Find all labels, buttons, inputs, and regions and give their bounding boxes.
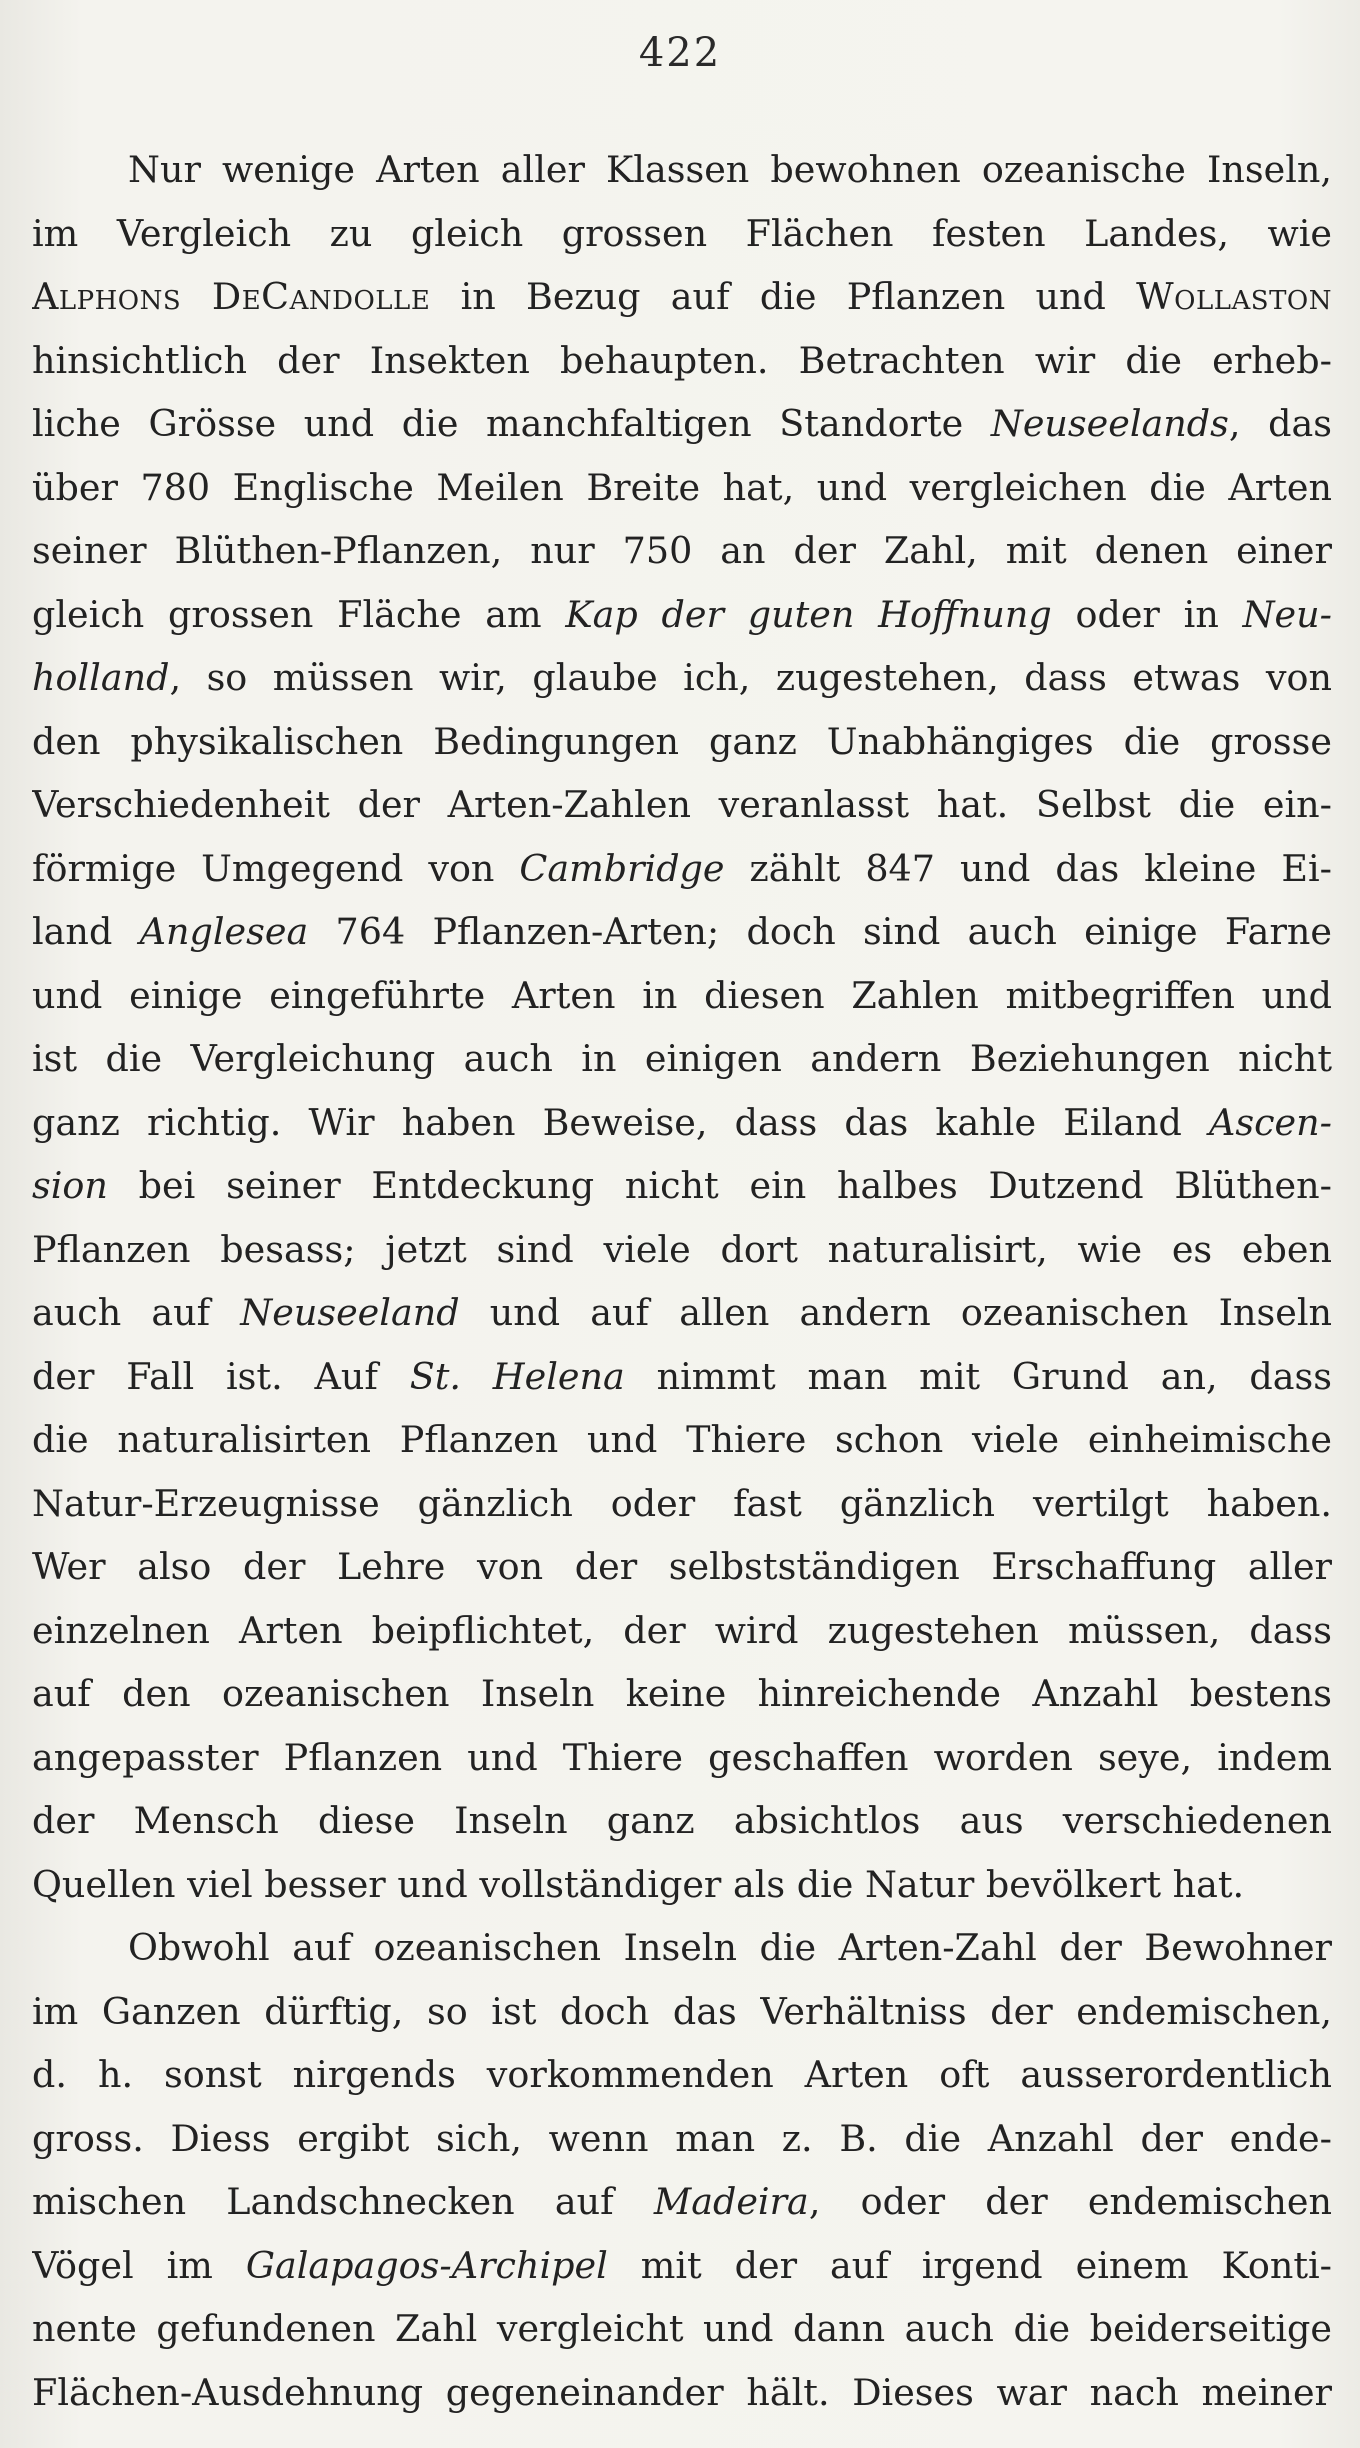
text-line: ist die Vergleichung auch in einigen andern Beziehungen nicht [32, 1037, 1332, 1080]
text-line: liche Grösse und die manchfaltigen Standorte Neuseelands, das [32, 402, 1332, 445]
text-line: Flächen-Ausdehnung gegeneinander hält. Dieses war nach meiner [32, 2370, 1332, 2414]
text-line: hinsichtlich der Insekten behaupten. Betrachten wir die erheb- [32, 338, 1332, 382]
text-line: auf den ozeanischen Inseln keine hinreichende Anzahl bestens [32, 1672, 1332, 1715]
text-line: den physikalischen Bedingungen ganz Unabhängiges die grosse [32, 719, 1332, 763]
text-line: gleich grossen Fläche am Kap der guten Hoffnung oder in Neu- [32, 592, 1332, 636]
text-line: seiner Blüthen-Pflanzen, nur 750 an der Zahl, mit denen einer [32, 529, 1332, 572]
text-line: die naturalisirten Pflanzen und Thiere schon viele einheimische [32, 1418, 1332, 1461]
text-line: im Ganzen dürftig, so ist doch das Verhältniss der endemischen, [32, 1989, 1332, 2033]
text-line: im Vergleich zu gleich grossen Flächen festen Landes, wie [32, 211, 1332, 255]
text-line: Nur wenige Arten aller Klassen bewohnen ozeanische Inseln, [128, 148, 1332, 191]
text-line: gross. Diess ergibt sich, wenn man z. B. die Anzahl der ende- [32, 2116, 1332, 2160]
text-line: d. h. sonst nirgends vorkommenden Arten oft ausserordentlich [32, 2053, 1332, 2096]
text-line: über 780 Englische Meilen Breite hat, und vergleichen die Arten [32, 465, 1332, 509]
text-line: Obwohl auf ozeanischen Inseln die Arten-Zahl der Bewohner [128, 1926, 1332, 1969]
text-line: Wer also der Lehre von der selbstständigen Erschaffung aller [32, 1545, 1332, 1588]
page-number: 422 [638, 30, 722, 76]
body-text [32, 138, 1332, 2424]
text-line: Verschiedenheit der Arten-Zahlen veranlasst hat. Selbst die ein- [32, 783, 1332, 826]
text-line: Pflanzen besass; jetzt sind viele dort naturalisirt, wie es eben [32, 1227, 1332, 1271]
text-line: förmige Umgegend von Cambridge zählt 847 und das kleine Ei- [32, 846, 1332, 890]
text-line: der Fall ist. Auf St. Helena nimmt man mit Grund an, dass [32, 1354, 1332, 1398]
text-line: angepasster Pflanzen und Thiere geschaffen worden seye, indem [32, 1735, 1332, 1779]
text-line: nente gefundenen Zahl vergleicht und dann auch die beiderseitige [32, 2307, 1332, 2350]
text-line: Alphons DeCandolle in Bezug auf die Pflanzen und Wollaston [32, 275, 1332, 318]
text-line: einzelnen Arten beipflichtet, der wird zugestehen müssen, dass [32, 1608, 1332, 1652]
text-line: land Anglesea 764 Pflanzen-Arten; doch sind auch einige Farne [32, 910, 1332, 953]
text-line: der Mensch diese Inseln ganz absichtlos aus verschiedenen [32, 1799, 1332, 1842]
text-line: Quellen viel besser und vollständiger als die Natur bevölkert hat. [32, 1862, 1245, 1906]
text-line: holland, so müssen wir, glaube ich, zugestehen, dass etwas von [32, 656, 1332, 699]
text-line: ganz richtig. Wir haben Beweise, dass das kahle Eiland Ascen- [32, 1100, 1332, 1144]
text-line: auch auf Neuseeland und auf allen andern ozeanischen Inseln [32, 1291, 1332, 1334]
text-line: Vögel im Galapagos-Archipel mit der auf irgend einem Konti- [32, 2243, 1332, 2287]
text-line: und einige eingeführte Arten in diesen Zahlen mitbegriffen und [32, 973, 1332, 1017]
text-line: mischen Landschnecken auf Madeira, oder der endemischen [32, 2180, 1332, 2223]
text-line: sion bei seiner Entdeckung nicht ein halbes Dutzend Blüthen- [32, 1164, 1332, 1207]
text-line: Natur-Erzeugnisse gänzlich oder fast gänzlich vertilgt haben. [32, 1481, 1332, 1525]
